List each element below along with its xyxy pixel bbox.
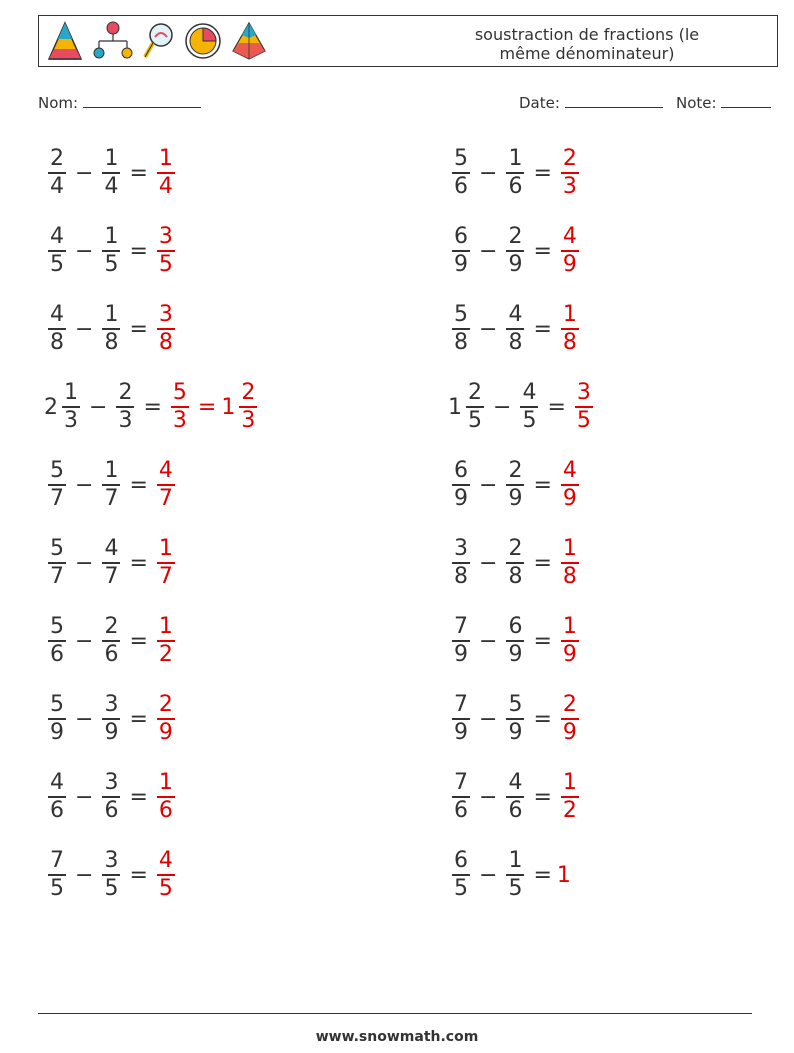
denominator: 5	[468, 407, 482, 433]
denominator: 6	[454, 797, 468, 823]
note-field[interactable]	[676, 93, 771, 112]
denominator: 9	[508, 485, 523, 511]
fraction	[452, 224, 470, 278]
numerator: 1	[158, 770, 173, 796]
note-label: Note:	[676, 94, 717, 112]
numerator: 2	[118, 380, 133, 406]
numerator: 1	[104, 302, 119, 328]
fraction	[102, 536, 120, 590]
problem-item	[448, 845, 571, 905]
answer	[153, 770, 179, 824]
equals-sign: =	[129, 628, 148, 654]
denominator: 6	[508, 173, 523, 199]
numerator: 4	[562, 224, 577, 250]
equals-sign: =	[129, 784, 148, 810]
fraction	[116, 380, 134, 434]
problem-item	[448, 221, 583, 281]
magnifier-icon	[141, 19, 177, 63]
equals-sign: =	[533, 316, 552, 342]
fraction	[506, 848, 524, 902]
worksheet-title: soustraction de fractions (le même dénominateur)	[474, 25, 700, 63]
problem-item	[448, 299, 583, 359]
whole-number: 1	[221, 394, 236, 420]
fraction	[452, 770, 470, 824]
fraction	[48, 146, 66, 200]
denominator: 7	[158, 563, 173, 589]
fraction	[48, 848, 66, 902]
answer	[557, 458, 583, 512]
minus-sign: −	[479, 862, 498, 888]
denominator: 9	[562, 485, 577, 511]
problem-item	[44, 689, 179, 749]
numerator: 4	[50, 770, 64, 796]
fraction	[452, 692, 470, 746]
numerator: 4	[522, 380, 537, 406]
fraction	[102, 848, 120, 902]
fraction	[102, 146, 120, 200]
problem-item	[448, 143, 583, 203]
fraction	[506, 536, 524, 590]
denominator: 8	[562, 563, 577, 589]
answer	[153, 848, 179, 902]
fraction	[561, 692, 579, 746]
fraction	[506, 224, 524, 278]
numerator: 6	[508, 614, 523, 640]
tree-diagram-icon	[91, 19, 135, 63]
numerator: 7	[454, 692, 468, 718]
fraction	[466, 380, 484, 434]
denominator: 3	[562, 173, 577, 199]
denominator: 8	[104, 329, 119, 355]
note-line[interactable]	[721, 93, 771, 108]
fraction	[561, 224, 579, 278]
fraction	[575, 380, 593, 434]
denominator: 9	[454, 719, 468, 745]
numerator: 4	[562, 458, 577, 484]
denominator: 8	[562, 329, 577, 355]
whole-number: 1	[448, 394, 462, 420]
problem-item	[44, 455, 179, 515]
problem-item	[448, 377, 597, 437]
numerator: 2	[508, 458, 523, 484]
fraction	[506, 146, 524, 200]
denominator: 9	[562, 251, 577, 277]
numerator: 3	[104, 848, 119, 874]
fraction	[506, 770, 524, 824]
denominator: 8	[158, 329, 173, 355]
answer	[557, 614, 583, 668]
fraction	[48, 692, 66, 746]
fraction	[561, 536, 579, 590]
minus-sign: −	[479, 784, 498, 810]
equals-sign: =	[533, 550, 552, 576]
date-line[interactable]	[565, 93, 663, 108]
numerator: 2	[468, 380, 482, 406]
numerator: 3	[576, 380, 591, 406]
minus-sign: −	[479, 316, 498, 342]
denominator: 8	[454, 563, 468, 589]
denominator: 6	[50, 641, 64, 667]
minus-sign: −	[493, 394, 512, 420]
denominator: 9	[508, 641, 523, 667]
denominator: 9	[454, 251, 468, 277]
numerator: 1	[562, 302, 577, 328]
layered-pyramid-icon	[229, 19, 269, 63]
fraction	[102, 458, 120, 512]
denominator: 9	[50, 719, 64, 745]
denominator: 9	[454, 485, 468, 511]
fraction	[561, 146, 579, 200]
denominator: 9	[454, 641, 468, 667]
numerator: 6	[454, 458, 468, 484]
whole-number: 2	[44, 394, 58, 420]
answer	[153, 224, 179, 278]
numerator: 5	[50, 536, 64, 562]
problem-item	[448, 689, 583, 749]
denominator: 7	[50, 485, 64, 511]
answer	[153, 302, 179, 356]
equals-sign: =	[129, 550, 148, 576]
problem-item	[44, 299, 179, 359]
numerator: 1	[104, 146, 119, 172]
fraction	[48, 224, 66, 278]
denominator: 9	[562, 641, 577, 667]
equals-sign: =	[129, 862, 148, 888]
denominator: 2	[158, 641, 173, 667]
fraction	[157, 458, 175, 512]
answer	[167, 380, 261, 434]
fraction	[157, 146, 175, 200]
denominator: 7	[104, 563, 119, 589]
numerator: 4	[50, 302, 64, 328]
minus-sign: −	[479, 160, 498, 186]
date-label: Date:	[519, 94, 560, 112]
answer	[571, 380, 597, 434]
equals-sign: =	[129, 238, 148, 264]
numerator: 5	[454, 146, 468, 172]
fraction	[452, 146, 470, 200]
fraction	[520, 380, 538, 434]
denominator: 5	[50, 251, 64, 277]
numerator: 4	[104, 536, 119, 562]
fraction	[102, 770, 120, 824]
name-label: Nom:	[38, 94, 79, 112]
fraction	[506, 692, 524, 746]
denominator: 5	[508, 875, 523, 901]
denominator: 6	[158, 797, 173, 823]
denominator: 9	[104, 719, 119, 745]
fraction	[239, 380, 257, 434]
denominator: 6	[104, 797, 119, 823]
minus-sign: −	[75, 316, 94, 342]
denominator: 8	[508, 329, 523, 355]
answer	[153, 692, 179, 746]
numerator: 5	[50, 614, 64, 640]
denominator: 6	[104, 641, 119, 667]
denominator: 3	[241, 407, 256, 433]
problem-item	[448, 533, 583, 593]
numerator: 7	[454, 770, 468, 796]
minus-sign: −	[75, 550, 94, 576]
answer	[153, 458, 179, 512]
fraction	[506, 302, 524, 356]
answer	[557, 302, 583, 356]
numerator: 1	[104, 458, 119, 484]
footer-divider	[38, 1013, 752, 1014]
fraction	[452, 302, 470, 356]
equals-sign: =	[129, 706, 148, 732]
numerator: 6	[454, 224, 468, 250]
problem-item	[44, 845, 179, 905]
denominator: 6	[50, 797, 64, 823]
numerator: 2	[562, 692, 577, 718]
numerator: 7	[454, 614, 468, 640]
numerator: 3	[104, 770, 119, 796]
fraction	[157, 770, 175, 824]
problem-item	[44, 611, 179, 671]
fraction	[561, 614, 579, 668]
numerator: 1	[158, 146, 173, 172]
denominator: 5	[104, 875, 119, 901]
fraction	[157, 536, 175, 590]
fraction	[561, 302, 579, 356]
header-box	[38, 15, 778, 67]
denominator: 8	[454, 329, 468, 355]
problem-item	[44, 143, 179, 203]
fraction	[48, 302, 66, 356]
denominator: 4	[104, 173, 119, 199]
denominator: 4	[50, 173, 64, 199]
minus-sign: −	[479, 628, 498, 654]
numerator: 5	[508, 692, 523, 718]
fraction	[506, 458, 524, 512]
numerator: 7	[50, 848, 64, 874]
numerator: 1	[104, 224, 119, 250]
numerator: 3	[158, 302, 173, 328]
numerator: 3	[158, 224, 173, 250]
denominator: 5	[522, 407, 537, 433]
numerator: 2	[241, 380, 256, 406]
denominator: 6	[454, 173, 468, 199]
problem-item	[44, 533, 179, 593]
date-field[interactable]	[519, 93, 663, 112]
pie-chart-icon	[183, 19, 223, 63]
fraction	[157, 224, 175, 278]
numerator: 6	[454, 848, 468, 874]
problem-item	[448, 767, 583, 827]
denominator: 2	[562, 797, 577, 823]
denominator: 8	[508, 563, 523, 589]
numerator: 5	[454, 302, 468, 328]
minus-sign: −	[479, 550, 498, 576]
denominator: 5	[158, 251, 173, 277]
equals-sign: =	[547, 394, 566, 420]
minus-sign: −	[75, 706, 94, 732]
name-field[interactable]	[38, 93, 201, 112]
minus-sign: −	[75, 472, 94, 498]
answer	[153, 536, 179, 590]
equals-sign: =	[533, 472, 552, 498]
answer-equals-sign: =	[197, 394, 217, 420]
fraction	[506, 614, 524, 668]
minus-sign: −	[75, 784, 94, 810]
denominator: 3	[118, 407, 133, 433]
numerator: 4	[158, 458, 173, 484]
answer	[153, 146, 179, 200]
denominator: 5	[454, 875, 468, 901]
denominator: 5	[50, 875, 64, 901]
fraction	[102, 224, 120, 278]
header-icons	[45, 18, 269, 64]
numerator: 4	[158, 848, 173, 874]
numerator: 4	[508, 770, 523, 796]
fraction	[452, 536, 470, 590]
answer	[557, 224, 583, 278]
problem-item	[44, 767, 179, 827]
whole-number: 1	[556, 862, 571, 888]
minus-sign: −	[479, 472, 498, 498]
numerator: 2	[562, 146, 577, 172]
fraction	[157, 614, 175, 668]
denominator: 9	[508, 719, 523, 745]
answer	[557, 536, 583, 590]
minus-sign: −	[479, 238, 498, 264]
numerator: 3	[104, 692, 119, 718]
fraction	[48, 770, 66, 824]
problem-item	[448, 611, 583, 671]
answer	[557, 863, 571, 888]
numerator: 1	[508, 146, 523, 172]
numerator: 4	[508, 302, 523, 328]
numerator: 2	[104, 614, 119, 640]
numerator: 1	[158, 536, 173, 562]
denominator: 3	[64, 407, 78, 433]
denominator: 3	[172, 407, 187, 433]
fraction	[157, 692, 175, 746]
equals-sign: =	[533, 784, 552, 810]
numerator: 1	[562, 614, 577, 640]
denominator: 4	[158, 173, 173, 199]
fraction	[102, 302, 120, 356]
fraction	[48, 536, 66, 590]
problem-item	[44, 221, 179, 281]
denominator: 5	[158, 875, 173, 901]
answer	[557, 692, 583, 746]
minus-sign: −	[75, 628, 94, 654]
numerator: 5	[172, 380, 187, 406]
minus-sign: −	[479, 706, 498, 732]
equals-sign: =	[533, 160, 552, 186]
fraction	[157, 848, 175, 902]
minus-sign: −	[75, 238, 94, 264]
numerator: 5	[50, 458, 64, 484]
equals-sign: =	[143, 394, 162, 420]
minus-sign: −	[75, 862, 94, 888]
numerator: 3	[454, 536, 468, 562]
fraction	[157, 302, 175, 356]
numerator: 2	[158, 692, 173, 718]
denominator: 6	[508, 797, 523, 823]
numerator: 4	[50, 224, 64, 250]
numerator: 5	[50, 692, 64, 718]
denominator: 7	[158, 485, 173, 511]
fraction	[102, 692, 120, 746]
minus-sign: −	[75, 160, 94, 186]
problem-item	[44, 377, 261, 437]
denominator: 8	[50, 329, 64, 355]
equals-sign: =	[533, 862, 552, 888]
numerator: 1	[562, 770, 577, 796]
answer	[557, 146, 583, 200]
equals-sign: =	[533, 238, 552, 264]
fraction	[48, 458, 66, 512]
fraction	[452, 848, 470, 902]
denominator: 5	[576, 407, 591, 433]
fraction	[452, 614, 470, 668]
problem-item	[448, 455, 583, 515]
fraction	[62, 380, 80, 434]
name-line[interactable]	[83, 93, 201, 108]
denominator: 9	[508, 251, 523, 277]
denominator: 7	[50, 563, 64, 589]
pyramid-chart-icon	[45, 19, 85, 63]
fraction	[48, 614, 66, 668]
denominator: 7	[104, 485, 119, 511]
numerator: 2	[508, 224, 523, 250]
footer-website: www.snowmath.com	[315, 1029, 479, 1045]
fraction	[561, 770, 579, 824]
numerator: 2	[508, 536, 523, 562]
fraction	[452, 458, 470, 512]
fraction	[102, 614, 120, 668]
equals-sign: =	[533, 706, 552, 732]
fraction	[561, 458, 579, 512]
equals-sign: =	[533, 628, 552, 654]
denominator: 5	[104, 251, 119, 277]
equals-sign: =	[129, 472, 148, 498]
equals-sign: =	[129, 316, 148, 342]
numerator: 2	[50, 146, 64, 172]
numerator: 1	[64, 380, 78, 406]
answer	[557, 770, 583, 824]
denominator: 9	[158, 719, 173, 745]
fraction	[171, 380, 189, 434]
numerator: 1	[158, 614, 173, 640]
numerator: 1	[562, 536, 577, 562]
minus-sign: −	[89, 394, 108, 420]
numerator: 1	[508, 848, 523, 874]
answer	[153, 614, 179, 668]
equals-sign: =	[129, 160, 148, 186]
denominator: 9	[562, 719, 577, 745]
